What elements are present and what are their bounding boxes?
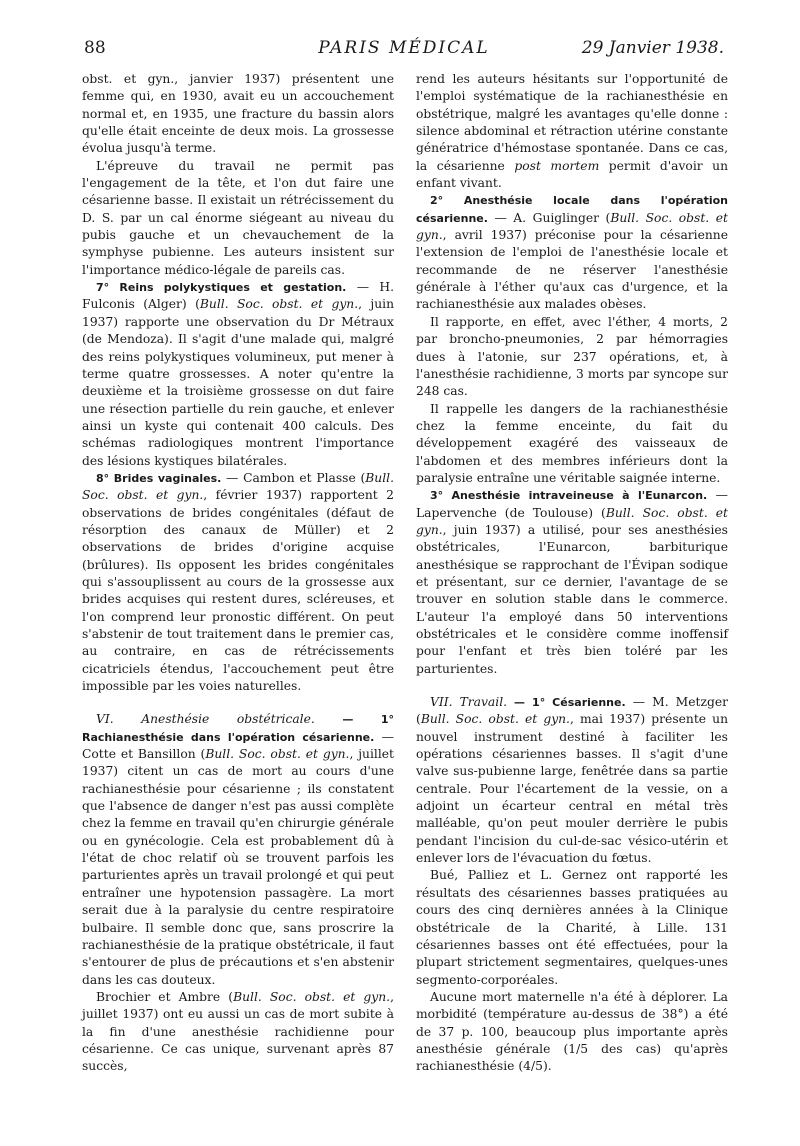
paragraph-text: Il rappelle les dangers de la rachianesthésie chez la femme enceinte, du fait du développement exagéré des vaisseaux de l'abdomen et des membres inférieurs dont la paralysie entraîne une véritable saignée interne. — [416, 401, 728, 485]
section-title: VII. Travail. — [430, 695, 508, 710]
running-head — [84, 38, 724, 68]
paragraph-text: — H. Fulconis (Alger) ( — [82, 280, 394, 312]
paragraph-text: , juillet 1937) citent un cas de mort au cours d'une rachianesthésie pour césarienne ; ils constatent que l'absence de danger n'est pas aussi complète chez la femme en travail qu'en chirurgie générale ou en gynécologie. Cela est probablement dû à l'état de choc relatif où se trouvent parfois les parturientes après un travail prolongé et qui peut entraîner une hypotension passagère. La mort serait due à la paralysie du centre respiratoire bulbaire. Il semble donc que, sans proscrire la rachianesthésie de la pratique obstétricale, il faut s'entourer de plus de précautions et s'en abstenir dans les cas douteux. — [82, 747, 394, 987]
paragraph — [416, 71, 728, 192]
paragraph-text: Aucune mort maternelle n'a été à déplorer. La morbidité (température au-dessus de 38°) a été de 37 p. 100, beaucoup plus importante après anesthésie générale (1/5 des cas) qu'après rachianesthésie (4/5). — [416, 989, 728, 1074]
section-heading: 7° Reins polykystiques et gestation. — [96, 281, 347, 295]
paragraph — [416, 487, 728, 678]
paragraph-text: , juillet 1937) ont eu aussi un cas de mort subite à la fin d'une anesthésie rachidienne pour césarienne. Ce cas unique, survenant après 87 succès, — [82, 989, 394, 1074]
paragraph-text: — A. Guiglinger ( — [487, 210, 611, 225]
paragraph — [416, 314, 728, 401]
issue-date: 29 Janvier 1938. — [581, 38, 724, 58]
page-number: 88 — [84, 38, 106, 58]
paragraph-text: Bué, Palliez et L. Gernez ont rapporté les résultats des césariennes basses pratiquées au cours des cinq dernières années à la Clinique obstétricale de la Charité, à Lille. 131 césariennes basses ont été effectuées, pour la plupart strictement segmentaires, quelques-unes segmento-corporéales. — [416, 868, 728, 987]
left-column — [82, 71, 394, 1076]
paragraph-text: , juin 1937) a utilisé, pour ses anesthésies obstétricales, l'Eunarcon, barbiturique anesthésique se rapprochant de l'Évipan sodique et présentant, sur ce dernier, l'avantage de se trouver en solution stable dans le commerce. L'auteur l'a employé dans 50 interventions obstétricales et le considère comme inoffensif pour l'enfant et très bien toléré par les parturientes. — [416, 522, 728, 676]
paragraph-text: , mai 1937) présente un nouvel instrument destiné à faciliter les opérations césariennes basses. Il s'agit d'une valve sus-pubienne large, fenêtrée dans sa partie centrale. Pour l'écartement de la vessie, on a adjoint un écarteur central en métal très malléable, qu'on peut mouler derrière le pubis pendant l'incision du cul-de-sac vésico-utérin et enlever lors de l'évacuation du fœtus. — [416, 712, 729, 866]
paragraph-text: L'épreuve du travail ne permit pas l'engagement de la tête, et l'on dut faire une césarienne basse. Il existait un rétrécissement du D. S. par un cal énorme siégeant au niveau du pubis gauche et un chevauchement de la symphyse pubienne. Les auteurs insistent sur l'importance médico-légale de pareils cas. — [82, 158, 394, 277]
journal-title: PARIS MÉDICAL — [318, 38, 490, 58]
paragraph — [82, 279, 394, 470]
paragraph — [416, 401, 728, 488]
section-heading: 8° Brides vaginales. — [96, 471, 222, 485]
paragraph-text: obst. et gyn., janvier 1937) présentent une femme qui, en 1930, avait eu un accouchement normal et, en 1935, une fracture du bassin alors qu'elle était enceinte de deux mois. La grossesse évolua jusqu'à terme. — [82, 72, 394, 156]
paragraph-text: , juin 1937) rapporte une observation du Dr Métraux (de Mendoza). Il s'agit d'une malade qui, malgré des reins polykystiques volumineux, put mener à terme quatre grossesses. A noter qu'entre la deuxième et la troisième grossesse on dut faire une résection partielle du rein gauche, et enlever ainsi un kyste qui contenait 400 calculs. Des schémas radiologiques montrent l'importance des lésions kystiques bilatérales. — [82, 297, 395, 468]
section-title: VI. Anesthésie obstétricale. — [96, 712, 315, 727]
paragraph-text: — M. Metzger ( — [416, 695, 728, 727]
paragraph-text: rend les auteurs hésitants sur l'opportunité de l'emploi systématique de la rachianesthésie en obstétrique, malgré les avantages qu'elle donne : silence abdominal et rétraction utérine constante génératrice d'hémostase spontanée. Dans ce cas, la césarienne — [416, 72, 728, 173]
citation: Bull. Soc. obst. et gyn. — [82, 470, 394, 503]
paragraph — [416, 867, 728, 988]
citation: Bull. Soc. obst. et gyn. — [416, 505, 728, 537]
citation: Bull. Soc. obst. et gyn. — [199, 297, 359, 312]
section-heading: 2° Anesthésie locale dans l'opération césarienne. — [416, 194, 728, 225]
citation: Bull. Soc. obst. et gyn. — [420, 712, 570, 727]
emphasis: post mortem — [514, 158, 600, 173]
right-column — [416, 71, 728, 1076]
paragraph — [82, 71, 394, 158]
paragraph-text: — Cambon et Plasse ( — [221, 470, 366, 485]
paragraph — [82, 711, 394, 989]
paragraph — [416, 989, 728, 1076]
citation: Bull. Soc. obst. et gyn. — [416, 210, 728, 243]
paragraph-text: permit d'avoir un enfant vivant. — [416, 158, 729, 191]
paragraph-text: Brochier et Ambre ( — [96, 989, 234, 1004]
paragraph-text: — Cotte et Bansillon ( — [82, 729, 394, 762]
paragraph — [82, 158, 394, 279]
paragraph — [82, 470, 394, 695]
paragraph — [82, 989, 394, 1076]
section-heading: — 1° Rachianesthésie dans l'opération césarienne. — [82, 713, 394, 744]
paragraph-text: , février 1937) rapportent 2 observations de brides congénitales (défaut de résorption des canaux de Müller) et 2 observations de brides d'origine acquise (brûlures). Ils opposent les brides congénitales qui s'assouplissent au cours de la grossesse aux brides acquises qui restent dures, scléreuses, et l'on comprend leur pronostic différent. On peut s'abstenir de tout traitement dans le premier cas, au contraire, en cas de rétrécissements cicatriciels étendus, l'accouchement peut être impossible par les voies naturelles. — [82, 488, 394, 694]
citation: Bull. Soc. obst. et gyn. — [205, 747, 350, 762]
section-heading: 3° Anesthésie intraveineuse à l'Eunarcon. — [430, 489, 708, 503]
paragraph-text: Il rapporte, en effet, avec l'éther, 4 morts, 2 par broncho-pneumonies, 2 par hémorragies dues à l'atonie, sur 237 opérations, et, à l'anesthésie rachidienne, 3 morts par syncope sur 248 cas. — [416, 314, 728, 399]
citation: Bull. Soc. obst. et gyn. — [233, 989, 391, 1004]
paragraph-text: — Lapervenche (de Toulouse) ( — [416, 488, 728, 520]
paragraph — [416, 694, 728, 867]
section-heading: — 1° Césarienne. — [507, 696, 626, 710]
paragraph — [416, 192, 728, 313]
paragraph-text: , avril 1937) préconise pour la césarienne l'extension de l'emploi de l'anesthésie locale et recommande de ne réserver l'anesthésie générale à l'éther qu'aux cas d'urgence, et la rachianesthésie aux malades obèses. — [416, 228, 728, 312]
